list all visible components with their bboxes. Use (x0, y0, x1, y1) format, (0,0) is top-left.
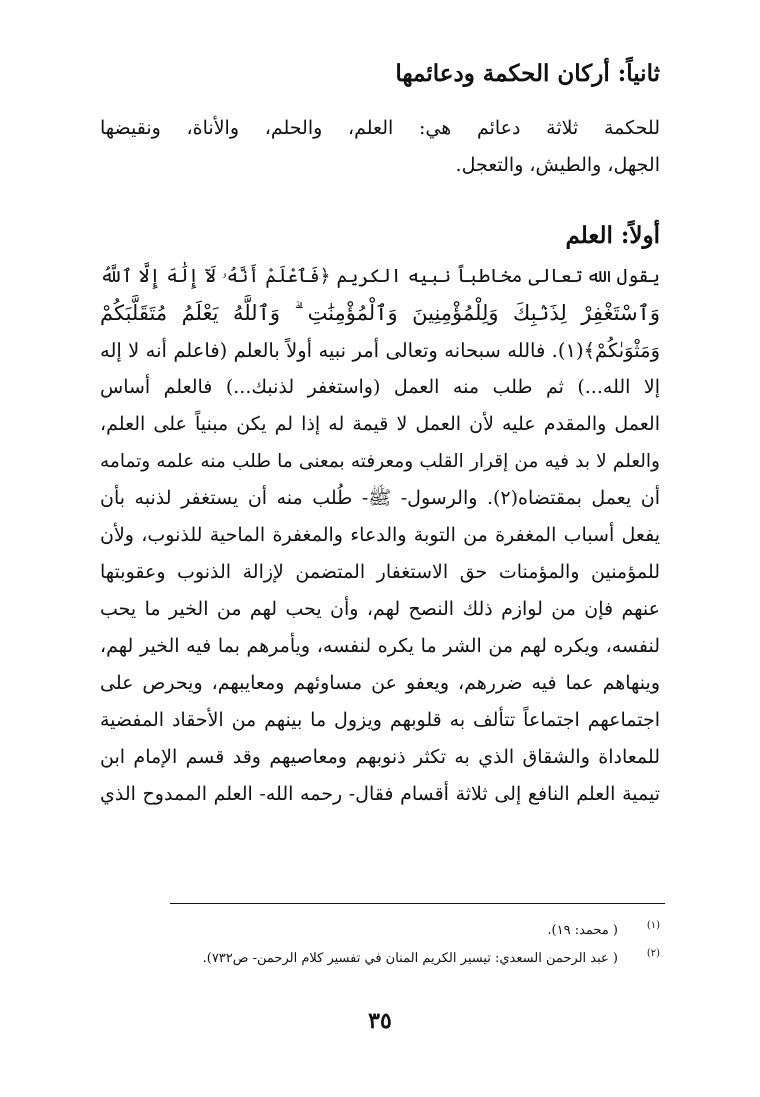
subsection-heading: أولاً: العلم (565, 222, 660, 249)
body-line: للمؤمنين والمؤمنات حق الاستغفار المتضمن لإزالة الذنوب وعقوبتها (100, 561, 660, 583)
page-number: ٣٥ (368, 1008, 392, 1034)
body-line: للمعاداة والشقاق الذي به تكثر ذنوبهم ومعاصيهم وقد قسم الإمام ابن (100, 746, 660, 768)
body-line: يفعل أسباب المغفرة من التوبة والدعاء والمغفرة الماحية للذنوب، ولأن (100, 524, 660, 546)
section-heading: ثانياً: أركان الحكمة ودعائمها (395, 60, 660, 87)
intro-line: للحكمة ثلاثة دعائم هي: العلم، والحلم، والأناة، ونقيضها (100, 117, 660, 139)
body-line: وَمَثْوَىٰكُمْ﴾(١). فالله سبحانه وتعالى أمر نبيه أولاً بالعلم (فاعلم أنه لا إله (100, 339, 660, 362)
intro-paragraph (100, 110, 660, 184)
body-line: يقول الله تعالى مخاطباً نبيه الكريم ﴿فَٱعْلَمْ أَنَّهُۥ لَآ إِلَٰهَ إِلَّا ٱللَّهُ (100, 266, 660, 287)
footnote (70, 917, 660, 945)
body-line: لنفسه، ويكره لهم من الشر ما يكره لنفسه، ويأمرهم بما فيه الخير لهم، (100, 635, 660, 657)
footnote (70, 945, 660, 973)
body-line: وينهاهم عما فيه ضررهم، ويعفو عن مساوئهم ومعايبهم، ويحرص على (100, 672, 660, 694)
body-line: والعلم لا بد فيه من إقرار القلب ومعرفته بمعنى ما طلب منه علمه وتمامه (100, 451, 660, 472)
body-line: وَٱسْتَغْفِرْ لِذَنۢبِكَ وَلِلْمُؤْمِنِينَ وَٱلْمُؤْمِنَٰتِ ۗ وَٱللَّهُ يَعْلَمُ مُتَقَلَّبَكُمْ (100, 301, 660, 325)
body-line: عنهم فإن من لوازم ذلك النصح لهم، وأن يحب لهم من الخير ما يحب (100, 598, 660, 620)
body-line: اجتماعهم اجتماعاً تتألف به قلوبهم ويزول ما بينهم من الأحقاد المفضية (100, 709, 660, 731)
body-line: إلا الله...) ثم طلب منه العمل (واستغفر لذنبك...) فالعلم أساس (100, 376, 660, 398)
body-line: تيمية العلم النافع إلى ثلاثة أقسام فقال- رحمه الله- العلم الممدوح الذي (100, 783, 660, 805)
body-line: أن يعمل بمقتضاه(٢). والرسول- ﷺ- طُلب منه أن يستغفر لذنبه بأن (100, 487, 660, 509)
footnote-number: (١) (646, 920, 660, 931)
footnote-text: ( عبد الرحمن السعدي: تيسير الكريم المنان في تفسير كلام الرحمن- ص٧٣٢). (202, 951, 618, 966)
intro-line: الجهل، والطيش، والتعجل. (455, 154, 660, 176)
body-line: العمل والمقدم عليه لأن العمل لا قيمة له إذا لم يكن مبنياً على العلم، (100, 413, 660, 435)
footnote-number: (٢) (646, 948, 660, 959)
footnote-divider (170, 903, 665, 904)
footnotes (70, 917, 660, 973)
footnote-text: ( محمد: ١٩). (547, 923, 618, 938)
body-paragraph (100, 258, 660, 813)
